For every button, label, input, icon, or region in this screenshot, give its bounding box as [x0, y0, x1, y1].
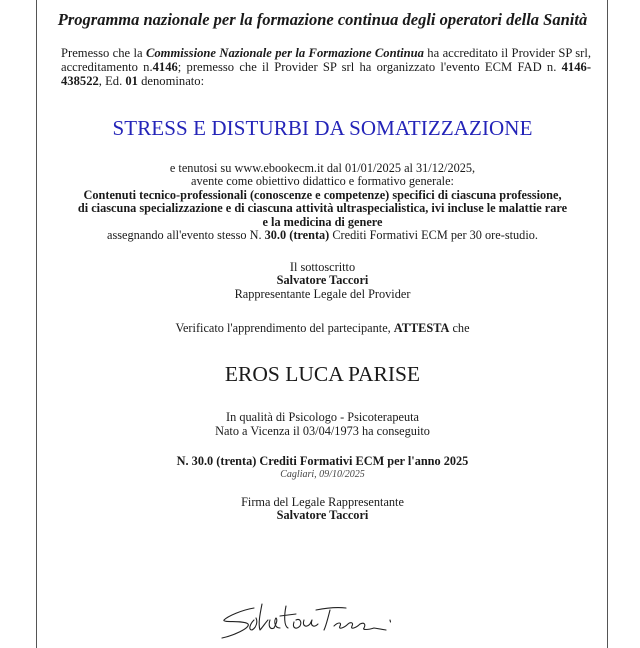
place-date: Cagliari, 09/10/2025 [280, 469, 365, 480]
participant-details [37, 411, 608, 438]
signer-role: Rappresentante Legale del Provider [234, 286, 411, 301]
program-header: Programma nazionale per la formazione continua degli operatori della Sanità [57, 10, 588, 29]
event-held-line: e tenutosi su www.ebookecm.it dal 01/01/2025 al 31/12/2025, [169, 161, 476, 175]
credits-awarded: N. 30.0 (trenta) Crediti Formativi ECM per l'anno 2025 [176, 454, 469, 468]
handwritten-signature [214, 598, 394, 640]
event-number: 4146-438522 [61, 60, 592, 88]
attestation-prefix: Verificato l'apprendimento del partecipante, [175, 321, 394, 335]
attestation-suffix: che [449, 321, 470, 335]
credits-prefix: assegnando all'evento stesso N. [107, 228, 265, 243]
accreditation-number: 4146 [152, 60, 178, 74]
signature-label: Firma del Legale Rappresentante [241, 495, 404, 509]
edition-number: 01 [125, 74, 138, 88]
commission-name: Commissione Nazionale per la Formazione Continua [145, 46, 424, 60]
intro-text: Premesso che la [61, 46, 146, 60]
course-title: STRESS E DISTURBI DA SOMATIZZAZIONE [112, 116, 533, 140]
event-info [37, 162, 608, 242]
event-credits-line [37, 229, 608, 242]
signer-intro: Il sottoscritto [289, 260, 356, 274]
signer-block [37, 261, 608, 301]
credits-suffix: Crediti Formativi ECM per 30 ore-studio. [329, 228, 538, 243]
objective-intro: avente come obiettivo didattico e formativo generale: [191, 174, 454, 189]
intro-text: ha accreditato il Provider SP srl, accreditamento n. [61, 46, 591, 74]
attestation-keyword: ATTESTA [393, 321, 450, 335]
participant-qualification: In qualità di Psicologo - Psicoterapeuta [226, 410, 419, 424]
intro-paragraph [61, 46, 591, 88]
participant-birth: Nato a Vicenza il 03/04/1973 ha conseguito [215, 423, 430, 438]
signature-label-block [37, 496, 608, 523]
credits-value: 30.0 (trenta) [264, 228, 330, 243]
intro-text: denominato: [137, 74, 205, 88]
objective-text: Contenuti tecnico-professionali (conoscenze e competenze) specifici di ciascuna professione, di ciascuna specializzazione e di ciascuna attività ultraspecialistica, ivi incluse le malattie rare e la medicina di genere [77, 187, 568, 229]
intro-text: ; premesso che il Provider SP srl ha organizzato l'evento ECM FAD n. [177, 60, 562, 74]
attestation-line [37, 321, 608, 335]
intro-text: , Ed. [98, 74, 126, 88]
participant-name: EROS LUCA PARISE [224, 362, 421, 386]
signer-name: Salvatore Taccori [276, 273, 369, 288]
signature-name: Salvatore Taccori [276, 508, 369, 523]
